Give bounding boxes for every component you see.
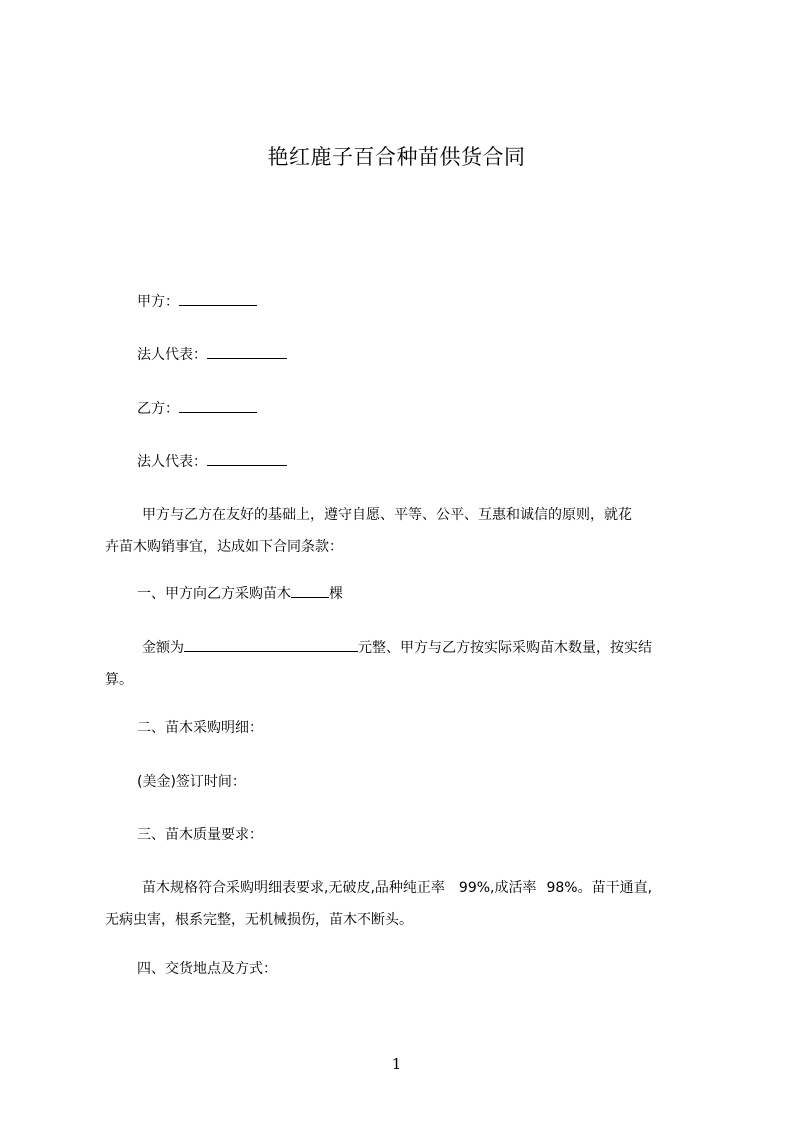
page-number: 1 bbox=[391, 1055, 402, 1073]
clause-4: 四、交货地点及方式： bbox=[137, 961, 277, 977]
party-a-blank bbox=[179, 292, 257, 306]
clause-1 bbox=[137, 584, 343, 604]
clause-2: 二、苗木采购明细： bbox=[137, 720, 263, 736]
quality-part-1: 苗木规格符合采购明细表要求,无破皮,品种纯正率 bbox=[142, 880, 445, 896]
amount-paragraph bbox=[105, 632, 715, 696]
clause-1-prefix: 一、甲方向乙方采购苗木 bbox=[137, 586, 291, 602]
amount-suffix: 元整、甲方与乙方按实际采购苗木数量，按实结 bbox=[358, 640, 652, 656]
party-b-line bbox=[137, 399, 257, 419]
quality-paragraph bbox=[105, 872, 715, 936]
clause-3: 三、苗木质量要求： bbox=[137, 827, 263, 843]
legal-rep-label-1: 法人代表： bbox=[137, 347, 207, 363]
intro-line-1: 甲方与乙方在友好的基础上，遵守自愿、平等、公平、互惠和诚信的原则，就花 bbox=[142, 507, 632, 523]
clause-1-suffix: 棵 bbox=[329, 586, 343, 602]
legal-rep-blank-1 bbox=[207, 345, 287, 359]
party-b-blank bbox=[179, 399, 257, 413]
legal-rep-label-2: 法人代表： bbox=[137, 454, 207, 470]
sign-time: (美金)签订时间： bbox=[137, 774, 246, 790]
document-title: 艳红鹿子百合种苗供货合同 bbox=[267, 145, 526, 169]
amount-prefix: 金额为 bbox=[142, 640, 184, 656]
legal-rep-blank-2 bbox=[207, 452, 287, 466]
legal-rep-line-1 bbox=[137, 345, 287, 365]
party-b-label: 乙方： bbox=[137, 401, 179, 417]
legal-rep-line-2 bbox=[137, 452, 287, 472]
quality-part-3: 98%。苗干通直, bbox=[546, 880, 653, 896]
intro-paragraph bbox=[105, 499, 715, 563]
amount-line-2: 算。 bbox=[105, 672, 133, 688]
party-a-line bbox=[137, 292, 257, 312]
quantity-blank bbox=[291, 584, 329, 598]
amount-blank bbox=[184, 638, 358, 652]
party-a-label: 甲方： bbox=[137, 294, 179, 310]
quality-part-2: 99%,成活率 bbox=[458, 880, 537, 896]
intro-line-2: 卉苗木购销事宜，达成如下合同条款： bbox=[105, 539, 343, 555]
quality-line-2: 无病虫害，根系完整，无机械损伤，苗木不断头。 bbox=[105, 912, 413, 928]
